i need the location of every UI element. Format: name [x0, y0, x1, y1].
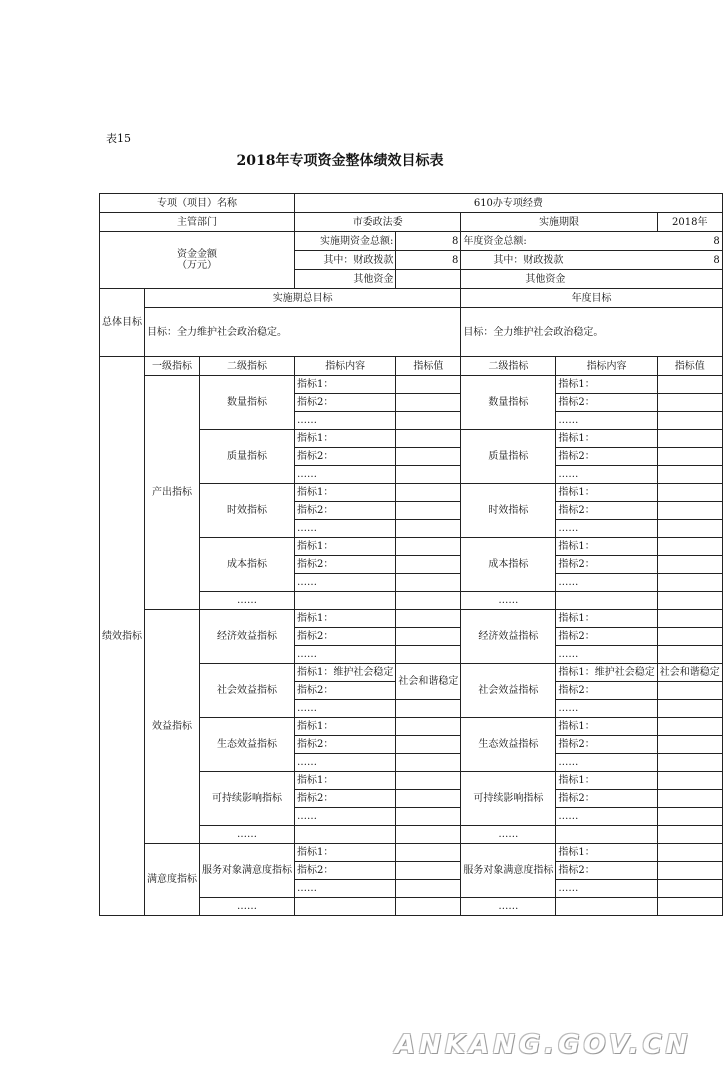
level2-header-right: 二级指标	[461, 357, 556, 376]
page-title: 2018年专项资金整体绩效目标表	[236, 153, 444, 169]
performance-indicator-label: 绩效指标	[100, 357, 145, 916]
level1-indicator: 满意度指标	[145, 844, 200, 916]
indicator-content: ……	[295, 520, 396, 538]
impl-fin-value: 8	[396, 251, 461, 270]
indicator-content-right: ……	[556, 466, 657, 484]
impl-goal-text: 目标：全力维护社会政治稳定。	[145, 308, 461, 357]
indicator-value	[396, 628, 461, 646]
impl-total-value: 8	[396, 232, 461, 251]
indicator-content-right: 指标1：	[556, 844, 657, 862]
content-header-right: 指标内容	[556, 357, 657, 376]
indicator-value-right	[657, 718, 722, 736]
indicator-content-right: 指标1：	[556, 538, 657, 556]
impl-other-label: 其他资金	[295, 270, 396, 289]
impl-goal-header: 实施期总目标	[145, 289, 461, 308]
indicator-value-right	[657, 844, 722, 862]
fund-amount-label	[100, 232, 295, 289]
level2-indicator-right: 可持续影响指标	[461, 772, 556, 826]
indicator-content-right: ……	[556, 754, 657, 772]
indicator-content: 指标1：维护社会稳定	[295, 664, 396, 682]
level2-indicator-right: 数量指标	[461, 376, 556, 430]
indicator-content-right: 指标2：	[556, 862, 657, 880]
year-goal-header: 年度目标	[461, 289, 722, 308]
impl-fin-label: 其中：财政拨款	[295, 251, 396, 270]
level2-indicator: ……	[200, 592, 295, 610]
year-total-value: 8	[713, 235, 720, 247]
level2-indicator: ……	[200, 898, 295, 916]
indicator-content: 指标2：	[295, 862, 396, 880]
table-row	[100, 844, 723, 862]
indicator-value	[396, 556, 461, 574]
indicator-content-right: 指标2：	[556, 628, 657, 646]
indicator-value-right	[657, 808, 722, 826]
fund-label-line2: （万元）	[177, 260, 217, 271]
indicator-content: 指标1：	[295, 772, 396, 790]
indicator-value-right	[657, 376, 722, 394]
level2-indicator: 成本指标	[200, 538, 295, 592]
indicator-content-right: 指标1：	[556, 772, 657, 790]
level2-header: 二级指标	[200, 357, 295, 376]
indicator-content: 指标1：	[295, 718, 396, 736]
indicator-value	[396, 718, 461, 736]
indicator-content: 指标1：	[295, 376, 396, 394]
indicator-value-right: 社会和谐稳定	[657, 664, 722, 682]
indicator-content-right: 指标1：	[556, 430, 657, 448]
watermark: ANKANG.GOV.CN	[395, 1030, 692, 1060]
value-header: 指标值	[396, 357, 461, 376]
indicator-value	[396, 592, 461, 610]
level2-indicator: 生态效益指标	[200, 718, 295, 772]
level2-indicator-right: ……	[461, 826, 556, 844]
indicator-value-right	[657, 754, 722, 772]
level2-indicator-right: ……	[461, 898, 556, 916]
indicator-value	[396, 646, 461, 664]
overall-goal-label: 总体目标	[100, 289, 145, 357]
indicator-content-right: 指标2：	[556, 448, 657, 466]
indicator-content: 指标1：	[295, 610, 396, 628]
indicator-content: ……	[295, 646, 396, 664]
indicator-content: 指标2：	[295, 628, 396, 646]
project-name-label: 专项（项目）名称	[100, 194, 295, 213]
indicator-content: ……	[295, 466, 396, 484]
indicator-content	[295, 826, 396, 844]
indicator-value-right	[657, 484, 722, 502]
year-other-cell	[461, 270, 722, 289]
level2-indicator: 时效指标	[200, 484, 295, 538]
level2-indicator: 质量指标	[200, 430, 295, 484]
level2-indicator-right: 经济效益指标	[461, 610, 556, 664]
indicator-value-right	[657, 610, 722, 628]
period-label: 实施期限	[461, 213, 657, 232]
value-header-right: 指标值	[657, 357, 722, 376]
content-header: 指标内容	[295, 357, 396, 376]
fund-label-line1: 资金金额	[177, 249, 217, 260]
indicator-content-right: 指标1：	[556, 718, 657, 736]
indicator-value: 社会和谐稳定	[396, 664, 461, 700]
indicator-value	[396, 412, 461, 430]
project-name-value: 610办专项经费	[295, 194, 723, 213]
indicator-content-right: 指标2：	[556, 556, 657, 574]
year-total-label: 年度资金总额:	[463, 235, 527, 247]
indicator-content-right: ……	[556, 700, 657, 718]
indicator-value	[396, 520, 461, 538]
level2-indicator-right: 社会效益指标	[461, 664, 556, 718]
level1-indicator: 效益指标	[145, 610, 200, 844]
indicator-value-right	[657, 898, 722, 916]
indicator-value	[396, 880, 461, 898]
indicator-value-right	[657, 826, 722, 844]
indicator-content-right: 指标1：	[556, 610, 657, 628]
year-total-cell	[461, 232, 722, 251]
indicator-value	[396, 448, 461, 466]
indicator-value-right	[657, 448, 722, 466]
indicator-value	[396, 808, 461, 826]
level2-indicator: ……	[200, 826, 295, 844]
level2-indicator: 数量指标	[200, 376, 295, 430]
indicator-value-right	[657, 880, 722, 898]
indicator-content: 指标2：	[295, 556, 396, 574]
performance-target-table	[99, 193, 723, 916]
indicator-content	[295, 592, 396, 610]
indicator-content: ……	[295, 412, 396, 430]
indicator-value-right	[657, 502, 722, 520]
level2-indicator: 社会效益指标	[200, 664, 295, 718]
indicator-value-right	[657, 466, 722, 484]
indicator-value-right	[657, 772, 722, 790]
year-fin-label: 其中：财政拨款	[493, 254, 564, 266]
indicator-content: 指标2：	[295, 736, 396, 754]
dept-value: 市委政法委	[295, 213, 461, 232]
indicator-value	[396, 610, 461, 628]
year-fin-value: 8	[713, 254, 720, 266]
level2-indicator: 服务对象满意度指标	[200, 844, 295, 898]
indicator-value	[396, 826, 461, 844]
indicator-value	[396, 574, 461, 592]
indicator-value-right	[657, 538, 722, 556]
indicator-value-right	[657, 520, 722, 538]
indicator-value-right	[657, 430, 722, 448]
indicator-content-right: ……	[556, 574, 657, 592]
indicator-content: 指标1：	[295, 484, 396, 502]
indicator-value	[396, 538, 461, 556]
indicator-content-right: 指标2：	[556, 736, 657, 754]
indicator-content-right: 指标2：	[556, 682, 657, 700]
indicator-value	[396, 772, 461, 790]
indicator-value-right	[657, 592, 722, 610]
table-number: 表15	[106, 132, 131, 145]
indicator-value	[396, 394, 461, 412]
indicator-value	[396, 466, 461, 484]
indicator-value	[396, 862, 461, 880]
level2-indicator-right: 质量指标	[461, 430, 556, 484]
indicator-content-right: ……	[556, 808, 657, 826]
indicator-content-right: 指标1：维护社会稳定	[556, 664, 657, 682]
indicator-value-right	[657, 574, 722, 592]
indicator-value-right	[657, 700, 722, 718]
indicator-content-right: ……	[556, 520, 657, 538]
indicator-value	[396, 484, 461, 502]
dept-label: 主管部门	[100, 213, 295, 232]
indicator-content-right	[556, 592, 657, 610]
indicator-value-right	[657, 736, 722, 754]
table-row	[100, 376, 723, 394]
indicator-content-right: 指标1：	[556, 376, 657, 394]
indicator-content: ……	[295, 880, 396, 898]
indicator-content-right: 指标2：	[556, 394, 657, 412]
indicator-content: 指标2：	[295, 682, 396, 700]
impl-other-value	[396, 270, 461, 289]
indicator-content: ……	[295, 700, 396, 718]
indicator-value	[396, 844, 461, 862]
year-goal-text: 目标：全力维护社会政治稳定。	[461, 308, 722, 357]
indicator-value	[396, 430, 461, 448]
indicator-content: 指标1：	[295, 844, 396, 862]
indicator-content: 指标2：	[295, 448, 396, 466]
level1-indicator: 产出指标	[145, 376, 200, 610]
level2-indicator-right: 时效指标	[461, 484, 556, 538]
level2-indicator-right: 成本指标	[461, 538, 556, 592]
indicator-value	[396, 790, 461, 808]
indicator-content: 指标2：	[295, 790, 396, 808]
indicator-content: ……	[295, 574, 396, 592]
indicator-value	[396, 700, 461, 718]
indicator-value-right	[657, 394, 722, 412]
indicator-content: 指标2：	[295, 502, 396, 520]
indicator-content: ……	[295, 808, 396, 826]
indicator-value-right	[657, 790, 722, 808]
indicator-value-right	[657, 682, 722, 700]
indicator-content: 指标1：	[295, 430, 396, 448]
level2-indicator-right: 生态效益指标	[461, 718, 556, 772]
indicator-content	[295, 898, 396, 916]
year-other-label: 其他资金	[525, 273, 566, 285]
indicator-value	[396, 736, 461, 754]
indicator-content-right: 指标1：	[556, 484, 657, 502]
indicator-value-right	[657, 628, 722, 646]
level1-header: 一级指标	[145, 357, 200, 376]
period-value: 2018年	[657, 213, 722, 232]
indicator-content: 指标1：	[295, 538, 396, 556]
indicator-content-right: ……	[556, 412, 657, 430]
indicator-value-right	[657, 556, 722, 574]
indicator-content-right: ……	[556, 646, 657, 664]
indicator-value	[396, 376, 461, 394]
indicator-value-right	[657, 646, 722, 664]
level2-indicator: 经济效益指标	[200, 610, 295, 664]
indicator-content-right: 指标2：	[556, 790, 657, 808]
indicator-content: ……	[295, 754, 396, 772]
level2-indicator-right: 服务对象满意度指标	[461, 844, 556, 898]
indicator-content: 指标2：	[295, 394, 396, 412]
table-row	[100, 610, 723, 628]
level2-indicator-right: ……	[461, 592, 556, 610]
indicator-value	[396, 754, 461, 772]
indicator-content-right	[556, 898, 657, 916]
indicator-content-right: 指标2：	[556, 502, 657, 520]
year-fin-cell	[461, 251, 722, 270]
level2-indicator: 可持续影响指标	[200, 772, 295, 826]
indicator-value	[396, 502, 461, 520]
indicator-content-right	[556, 826, 657, 844]
indicator-content-right: ……	[556, 880, 657, 898]
impl-total-label: 实施期资金总额:	[295, 232, 396, 251]
indicator-value-right	[657, 862, 722, 880]
indicator-value	[396, 898, 461, 916]
indicator-value-right	[657, 412, 722, 430]
